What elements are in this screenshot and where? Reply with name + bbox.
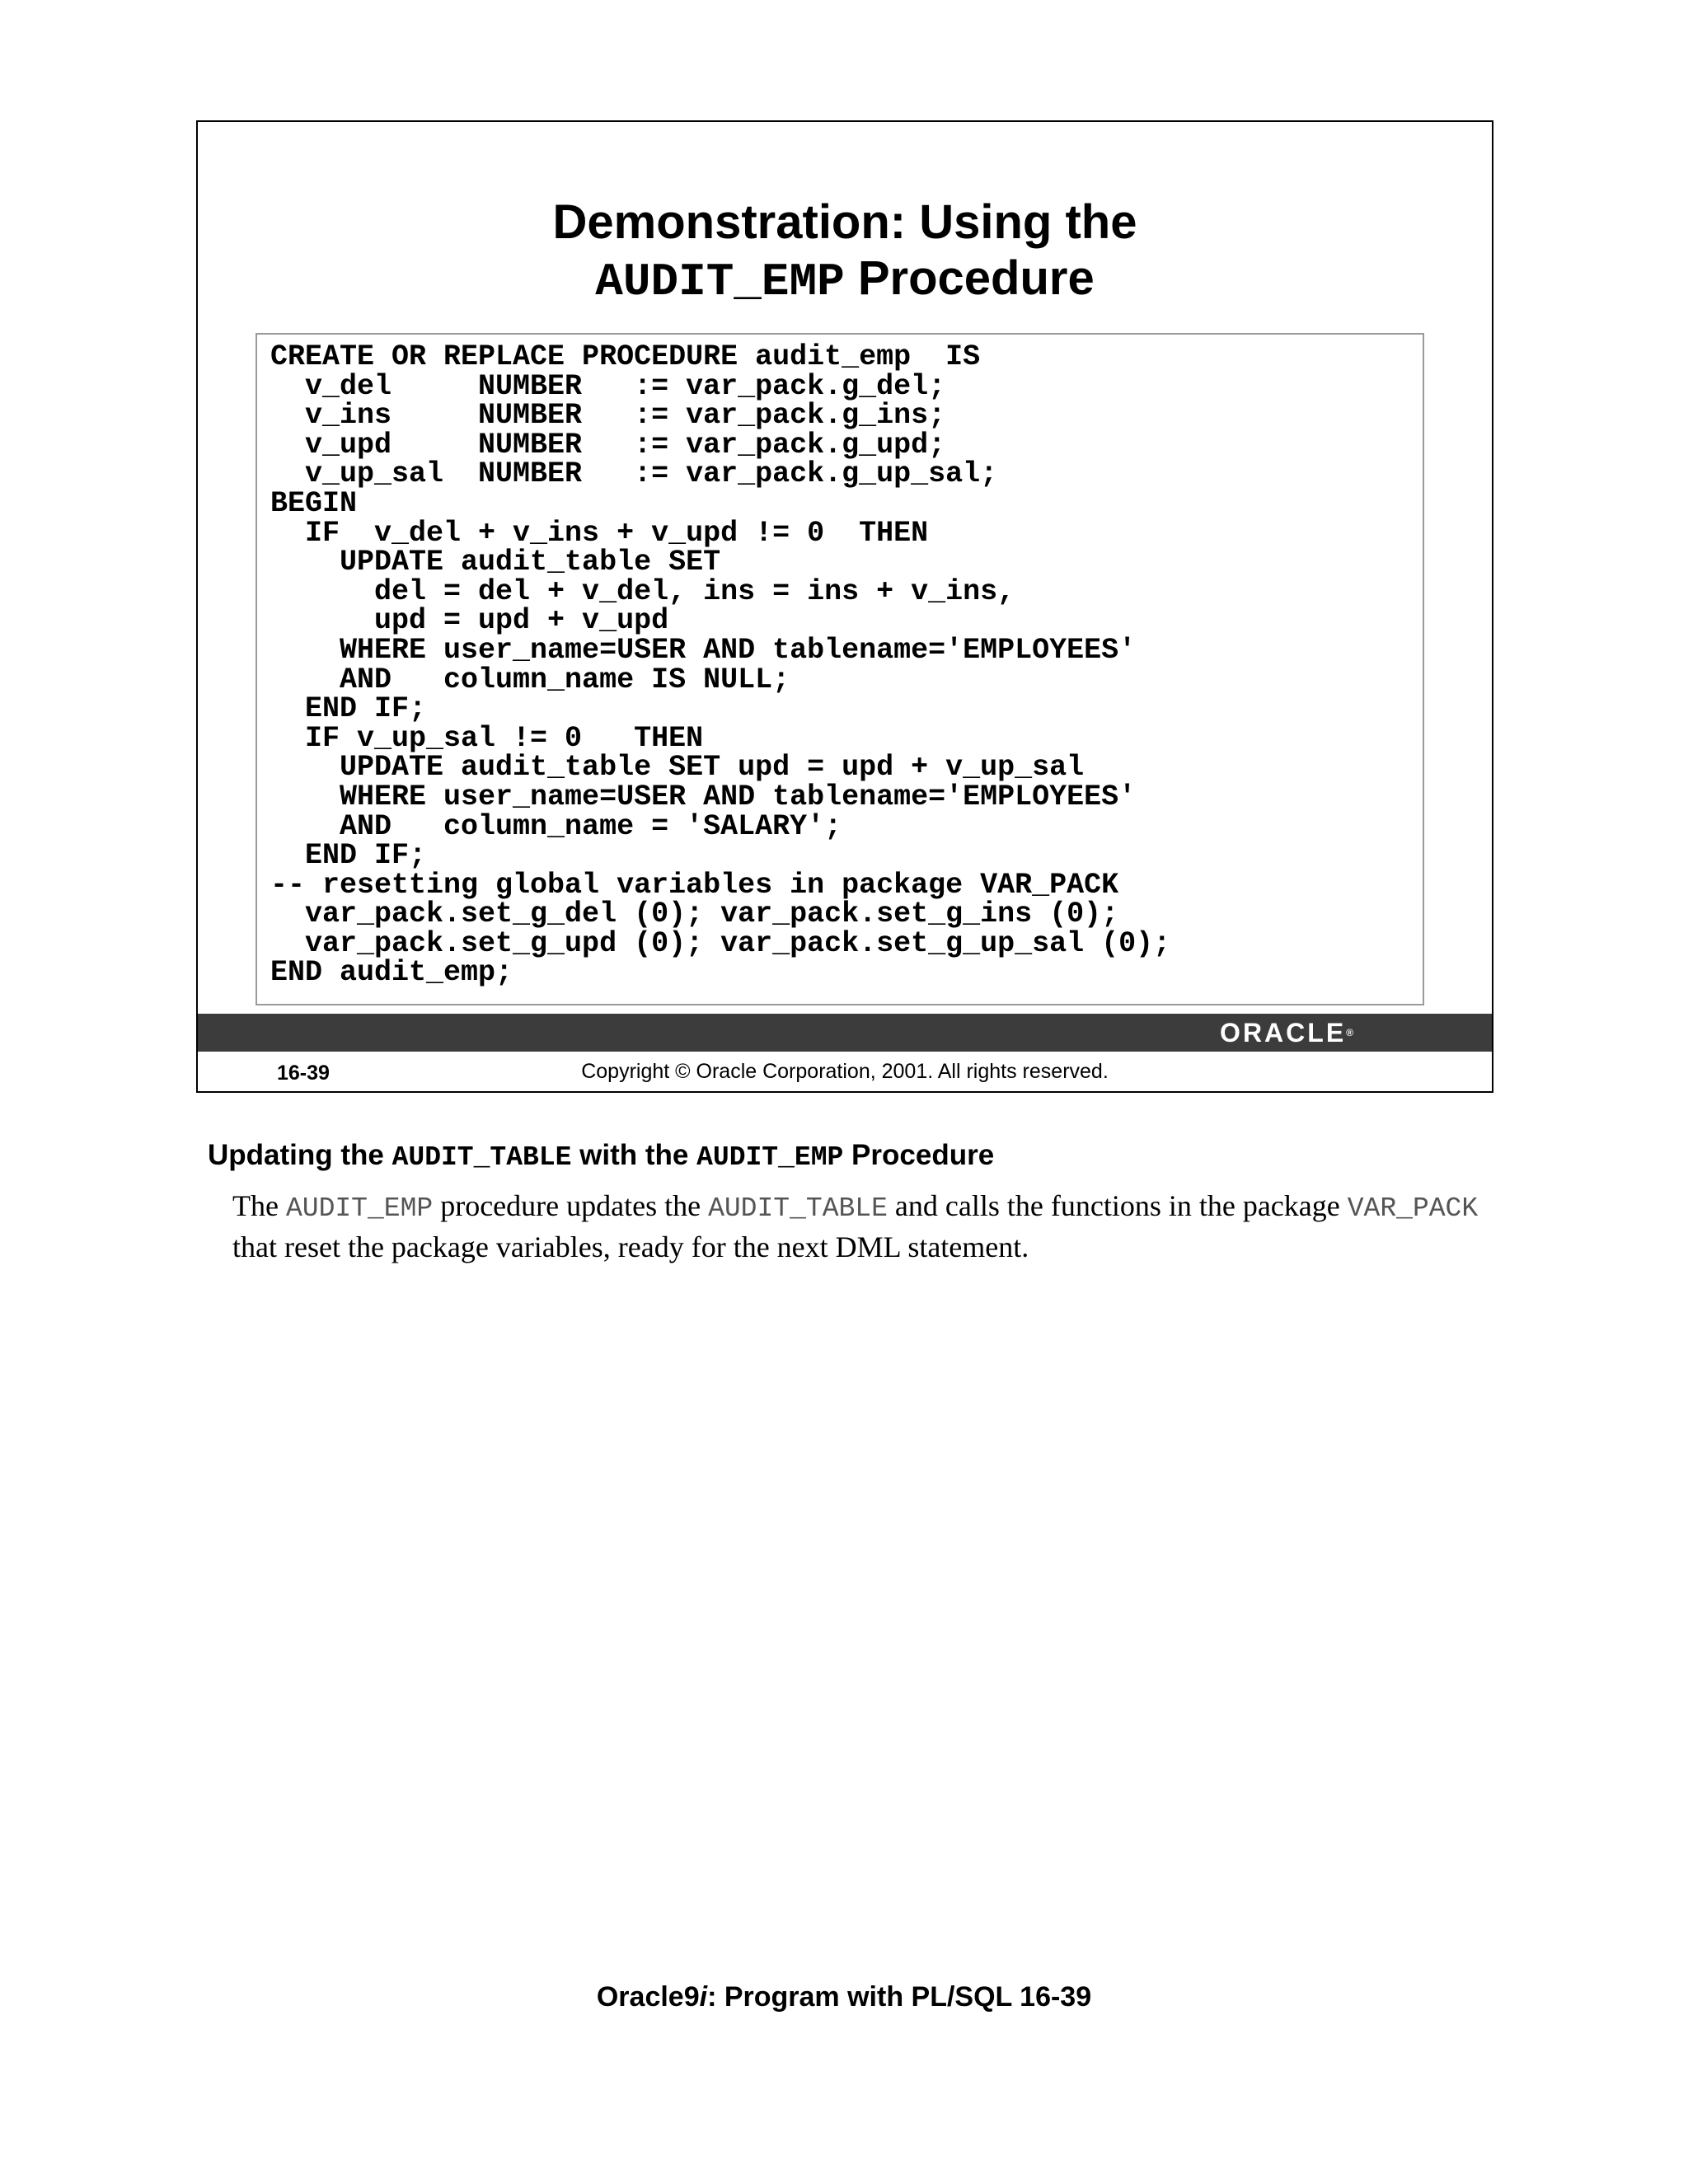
heading-code-audit-table: AUDIT_TABLE	[392, 1142, 572, 1173]
code-line: IF v_del + v_ins + v_upd != 0 THEN	[270, 516, 929, 550]
code-line: END IF;	[270, 692, 427, 726]
code-line: END audit_emp;	[270, 956, 513, 990]
oracle-logo	[1220, 1019, 1353, 1047]
slide-title-code: AUDIT_EMP	[595, 255, 845, 308]
code-line: var_pack.set_g_del (0); var_pack.set_g_ins (0);	[270, 898, 1119, 931]
code-line: WHERE user_name=USER AND tablename='EMPLOYEES'	[270, 780, 1137, 813]
slide-title-line1: Demonstration: Using the	[552, 195, 1137, 249]
body-code-audit-emp: AUDIT_EMP	[285, 1193, 434, 1224]
footer-prefix: Oracle9	[596, 1981, 700, 2013]
body-paragraph	[232, 1187, 1502, 1266]
code-line: -- resetting global variables in package VAR_PACK	[270, 868, 1119, 902]
code-line: AND column_name = 'SALARY';	[270, 809, 842, 843]
section-heading	[208, 1139, 994, 1173]
code-line: upd = upd + v_upd	[270, 604, 669, 638]
footer-italic: i	[699, 1981, 708, 2013]
page-footer	[0, 1981, 1688, 2013]
slide-title-word: Procedure	[844, 251, 1095, 305]
code-line: var_pack.set_g_upd (0); var_pack.set_g_up_sal (0);	[270, 926, 1171, 960]
slide-title-line2	[198, 251, 1492, 310]
code-box	[256, 333, 1424, 1005]
code-line: v_up_sal NUMBER := var_pack.g_up_sal;	[270, 457, 998, 491]
heading-code-audit-emp: AUDIT_EMP	[696, 1142, 844, 1173]
copyright-text: Copyright © Oracle Corporation, 2001. All rights reserved.	[581, 1060, 1109, 1083]
code-listing	[270, 340, 1171, 990]
body-pre: The	[232, 1189, 286, 1222]
code-line: CREATE OR REPLACE PROCEDURE audit_emp IS	[270, 340, 981, 373]
oracle-logo-mark: ®	[1346, 1027, 1353, 1038]
code-line: UPDATE audit_table SET upd = upd + v_up_sal	[270, 751, 1085, 785]
body-code-audit-table: AUDIT_TABLE	[708, 1193, 888, 1224]
code-line: AND column_name IS NULL;	[270, 663, 790, 696]
code-line: IF v_up_sal != 0 THEN	[270, 721, 704, 755]
code-line: END IF;	[270, 839, 427, 873]
heading-mid: with the	[571, 1139, 697, 1171]
oracle-logo-text: ORACLE	[1220, 1018, 1347, 1047]
code-line: BEGIN	[270, 486, 358, 520]
oracle-bar	[198, 1014, 1492, 1052]
heading-post: Procedure	[843, 1139, 995, 1171]
heading-pre: Updating the	[208, 1139, 392, 1171]
body-code-var-pack: VAR_PACK	[1347, 1193, 1479, 1224]
slide-frame	[196, 120, 1493, 1093]
code-line: UPDATE audit_table SET	[270, 546, 721, 579]
code-line: v_ins NUMBER := var_pack.g_ins;	[270, 399, 946, 433]
code-line: v_upd NUMBER := var_pack.g_upd;	[270, 428, 946, 462]
slide-title	[198, 194, 1492, 310]
code-line: del = del + v_del, ins = ins + v_ins,	[270, 574, 1015, 608]
footer-suffix: : Program with PL/SQL 16-39	[707, 1981, 1092, 2013]
body-post: that reset the package variables, ready for the next DML statement.	[232, 1230, 1029, 1263]
code-line: v_del NUMBER := var_pack.g_del;	[270, 369, 946, 403]
body-mid2: and calls the functions in the package	[887, 1189, 1348, 1222]
slide-number: 16-39	[277, 1062, 330, 1085]
code-line: WHERE user_name=USER AND tablename='EMPLOYEES'	[270, 633, 1137, 667]
body-mid1: procedure updates the	[433, 1189, 709, 1222]
